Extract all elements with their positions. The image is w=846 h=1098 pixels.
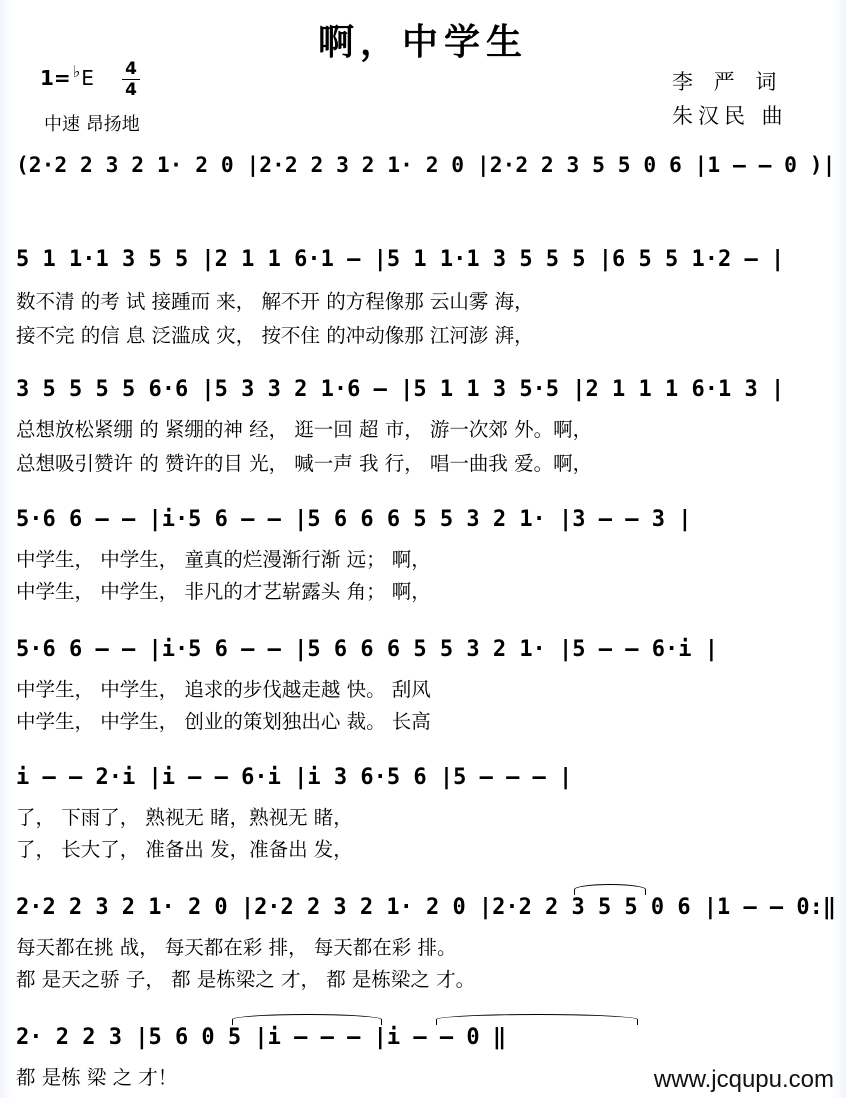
- score-row-2: [0, 374, 846, 474]
- notation-line: i – – 2·i |i – – 6·i |i 3 6·5 6 |5 – – – |: [16, 765, 573, 790]
- lyric-verse-1: 了， 下雨了， 熟视无 睹，熟视无 睹，: [16, 806, 353, 829]
- notation-line: 2·2 2 3 2 1· 2 0 |2·2 2 3 2 1· 2 0 |2·2 2 3 5 5 0 6 |1 – – 0:‖: [16, 895, 837, 920]
- lyric-verse-2: 总想吸引赞许 的 赞许的目 光， 喊一声 我 行， 唱一曲我 爱。啊，: [16, 452, 593, 475]
- notation-line: 2· 2 2 3 |5 6 0 5 |i – – – |i – – 0 ‖: [16, 1025, 507, 1050]
- lyric-verse-2: 都 是天之骄 子， 都 是栋梁之 才， 都 是栋梁之 才。: [16, 968, 476, 991]
- lyric-verse-1: 总想放松紧绷 的 紧绷的神 经， 逛一回 超 市， 游一次郊 外。啊，: [16, 418, 593, 441]
- score-row-5: [0, 762, 846, 862]
- lyric-verse-1: 都 是栋 梁 之 才！: [16, 1066, 178, 1089]
- watermark-text: www.jcqupu.com: [653, 1066, 834, 1093]
- meter-bottom: 4: [125, 80, 137, 100]
- slur-mark: [232, 1014, 382, 1025]
- composer-credit: 朱汉民 曲: [672, 104, 788, 128]
- lyric-verse-2: 了， 长大了， 准备出 发，准备出 发，: [16, 838, 353, 861]
- lyric-verse-1: 每天都在挑 战， 每天都在彩 排， 每天都在彩 排。: [16, 936, 457, 959]
- score-row-intro: [0, 150, 846, 190]
- lyric-verse-1: 中学生， 中学生， 追求的步伐越走越 快。 刮风: [16, 678, 431, 701]
- key-one: 1: [40, 66, 54, 90]
- key-eq: =: [53, 66, 71, 90]
- tempo-marking: 中速 昂扬地: [44, 114, 140, 135]
- tie-mark: [436, 1014, 638, 1025]
- score-row-6: [0, 892, 846, 992]
- lyric-verse-1: 数不清 的考 试 接踵而 来， 解不开 的方程像那 云山雾 海，: [16, 290, 534, 313]
- lyric-verse-1: 中学生， 中学生， 童真的烂漫渐行渐 远； 啊，: [16, 548, 431, 571]
- notation-line: 5 1 1·1 3 5 5 |2 1 1 6·1 – |5 1 1·1 3 5 5 5 |6 5 5 1·2 – |: [16, 247, 785, 272]
- flat-symbol: ♭: [72, 62, 81, 81]
- time-signature: [122, 60, 140, 99]
- score-row-1: [0, 244, 846, 347]
- key-tone: E: [81, 66, 94, 90]
- notation-line: 5·6 6 – – |i·5 6 – – |5 6 6 6 5 5 3 2 1· |3 – – 3 |: [16, 507, 692, 532]
- lyric-verse-2: 中学生， 中学生， 非凡的才艺崭露头 角； 啊，: [16, 580, 431, 603]
- song-title: 啊，中学生: [317, 22, 528, 63]
- notation-line: (2·2 2 3 2 1· 2 0 |2·2 2 3 2 1· 2 0 |2·2 2 3 5 5 0 6 |1 – – 0 )|: [16, 153, 836, 178]
- notation-line: 3 5 5 5 5 6·6 |5 3 3 2 1·6 – |5 1 1 3 5·5 |2 1 1 1 6·1 3 |: [16, 377, 785, 402]
- meter-top: 4: [125, 59, 137, 79]
- key-signature: [40, 62, 94, 90]
- lyric-verse-2: 中学生， 中学生， 创业的策划独出心 裁。 长高: [16, 710, 431, 733]
- lyricist-credit: 李 严 词: [672, 70, 784, 94]
- lyric-verse-2: 接不完 的信 息 泛滥成 灾， 按不住 的冲动像那 江河澎 湃，: [16, 324, 534, 347]
- slur-mark: [574, 884, 646, 895]
- notation-line: 5·6 6 – – |i·5 6 – – |5 6 6 6 5 5 3 2 1· |5 – – 6·i |: [16, 637, 718, 662]
- score-row-4: [0, 634, 846, 734]
- score-row-3: [0, 504, 846, 604]
